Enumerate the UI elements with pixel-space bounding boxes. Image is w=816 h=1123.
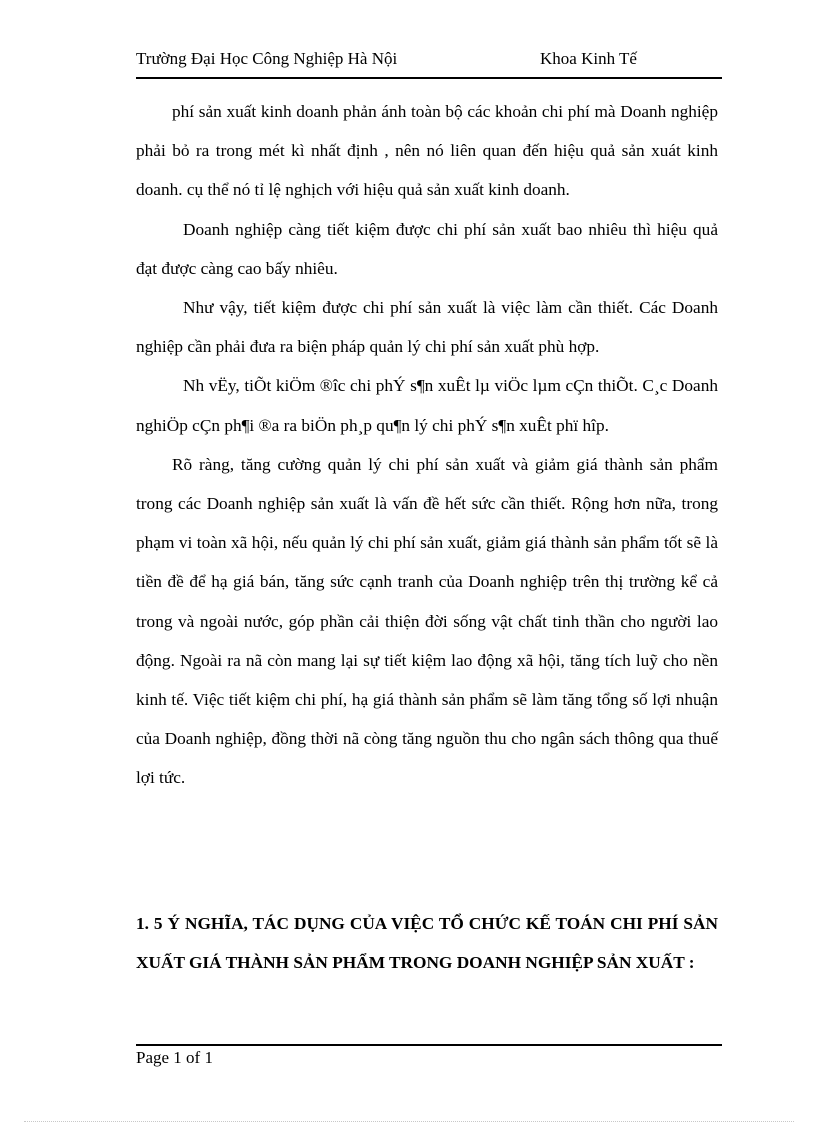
header-faculty-name: Khoa Kinh Tế bbox=[540, 49, 637, 68]
paragraph-1: phí sản xuất kinh doanh phản ánh toàn bộ các khoản chi phí mà Doanh nghiệp phải bỏ ra trong mét kì nhất định , nên nó liên quan đến hiệu quả sản xuát kinh doanh. cụ thể nó tỉ lệ nghịch với hiệu quả sản xuất kinh doanh. bbox=[136, 102, 718, 200]
paragraph-2: Doanh nghiệp càng tiết kiệm được chi phí sản xuất bao nhiêu thì hiệu quả đạt được càng cao bấy nhiêu. bbox=[136, 219, 718, 278]
page-number: Page 1 of 1 bbox=[136, 1048, 213, 1067]
header-school-name: Trường Đại Học Công Nghiệp Hà Nội bbox=[136, 49, 398, 68]
page-footer bbox=[136, 1044, 722, 1068]
paragraph-5: Rõ ràng, tăng cường quản lý chi phí sản xuất và giảm giá thành sản phẩm trong các Doanh nghiệp sản xuất là vấn đề hết sức cần thiết. Rộng hơn nữa, trong phạm vi toàn xã hội, nếu quản lý chi phí sản xuất, giảm giá thành sản phẩm tốt sẽ là tiền đề để hạ giá bán, tăng sức cạnh tranh của Doanh nghiệp trên thị trường kể cả trong và ngoài nước, góp phần cải thiện đời sống vật chất tinh thần cho người lao động. Ngoài ra nã còn mang lại sự tiết kiệm lao động xã hội, tăng tích luỹ cho nền kinh tế. Việc tiết kiệm chi phí, hạ giá thành sản phẩm sẽ làm tăng tổng số lợi nhuận của Doanh nghiệp, đồng thời nã còng tăng nguồn thu cho ngân sách thông qua thuế lợi tức. bbox=[136, 454, 718, 788]
page-header bbox=[136, 49, 722, 79]
section-heading: 1. 5 Ý NGHĨA, TÁC DỤNG CỦA VIỆC TỔ CHỨC KẾ TOÁN CHI PHÍ SẢN XUẤT GIÁ THÀNH SẢN PHẨM TRONG DOANH NGHIỆP SẢN XUẤT : bbox=[136, 914, 718, 973]
page-edge-divider bbox=[24, 1121, 794, 1122]
document-body bbox=[136, 92, 718, 798]
paragraph-4-garbled-encoding: Nh vËy, tiÕt kiÖm ®îc chi phÝ s¶n xuÊt lµ viÖc lµm cÇn thiÕt. C¸c Doanh nghiÖp cÇn ph¶i ®a ra biÖn ph¸p qu¶n lý chi phÝ s¶n xuÊt phï hîp. bbox=[136, 376, 718, 435]
paragraph-3: Như vậy, tiết kiệm được chi phí sản xuất là việc làm cần thiết. Các Doanh nghiệp cần phải đưa ra biện pháp quản lý chi phí sản xuất phù hợp. bbox=[136, 298, 718, 357]
